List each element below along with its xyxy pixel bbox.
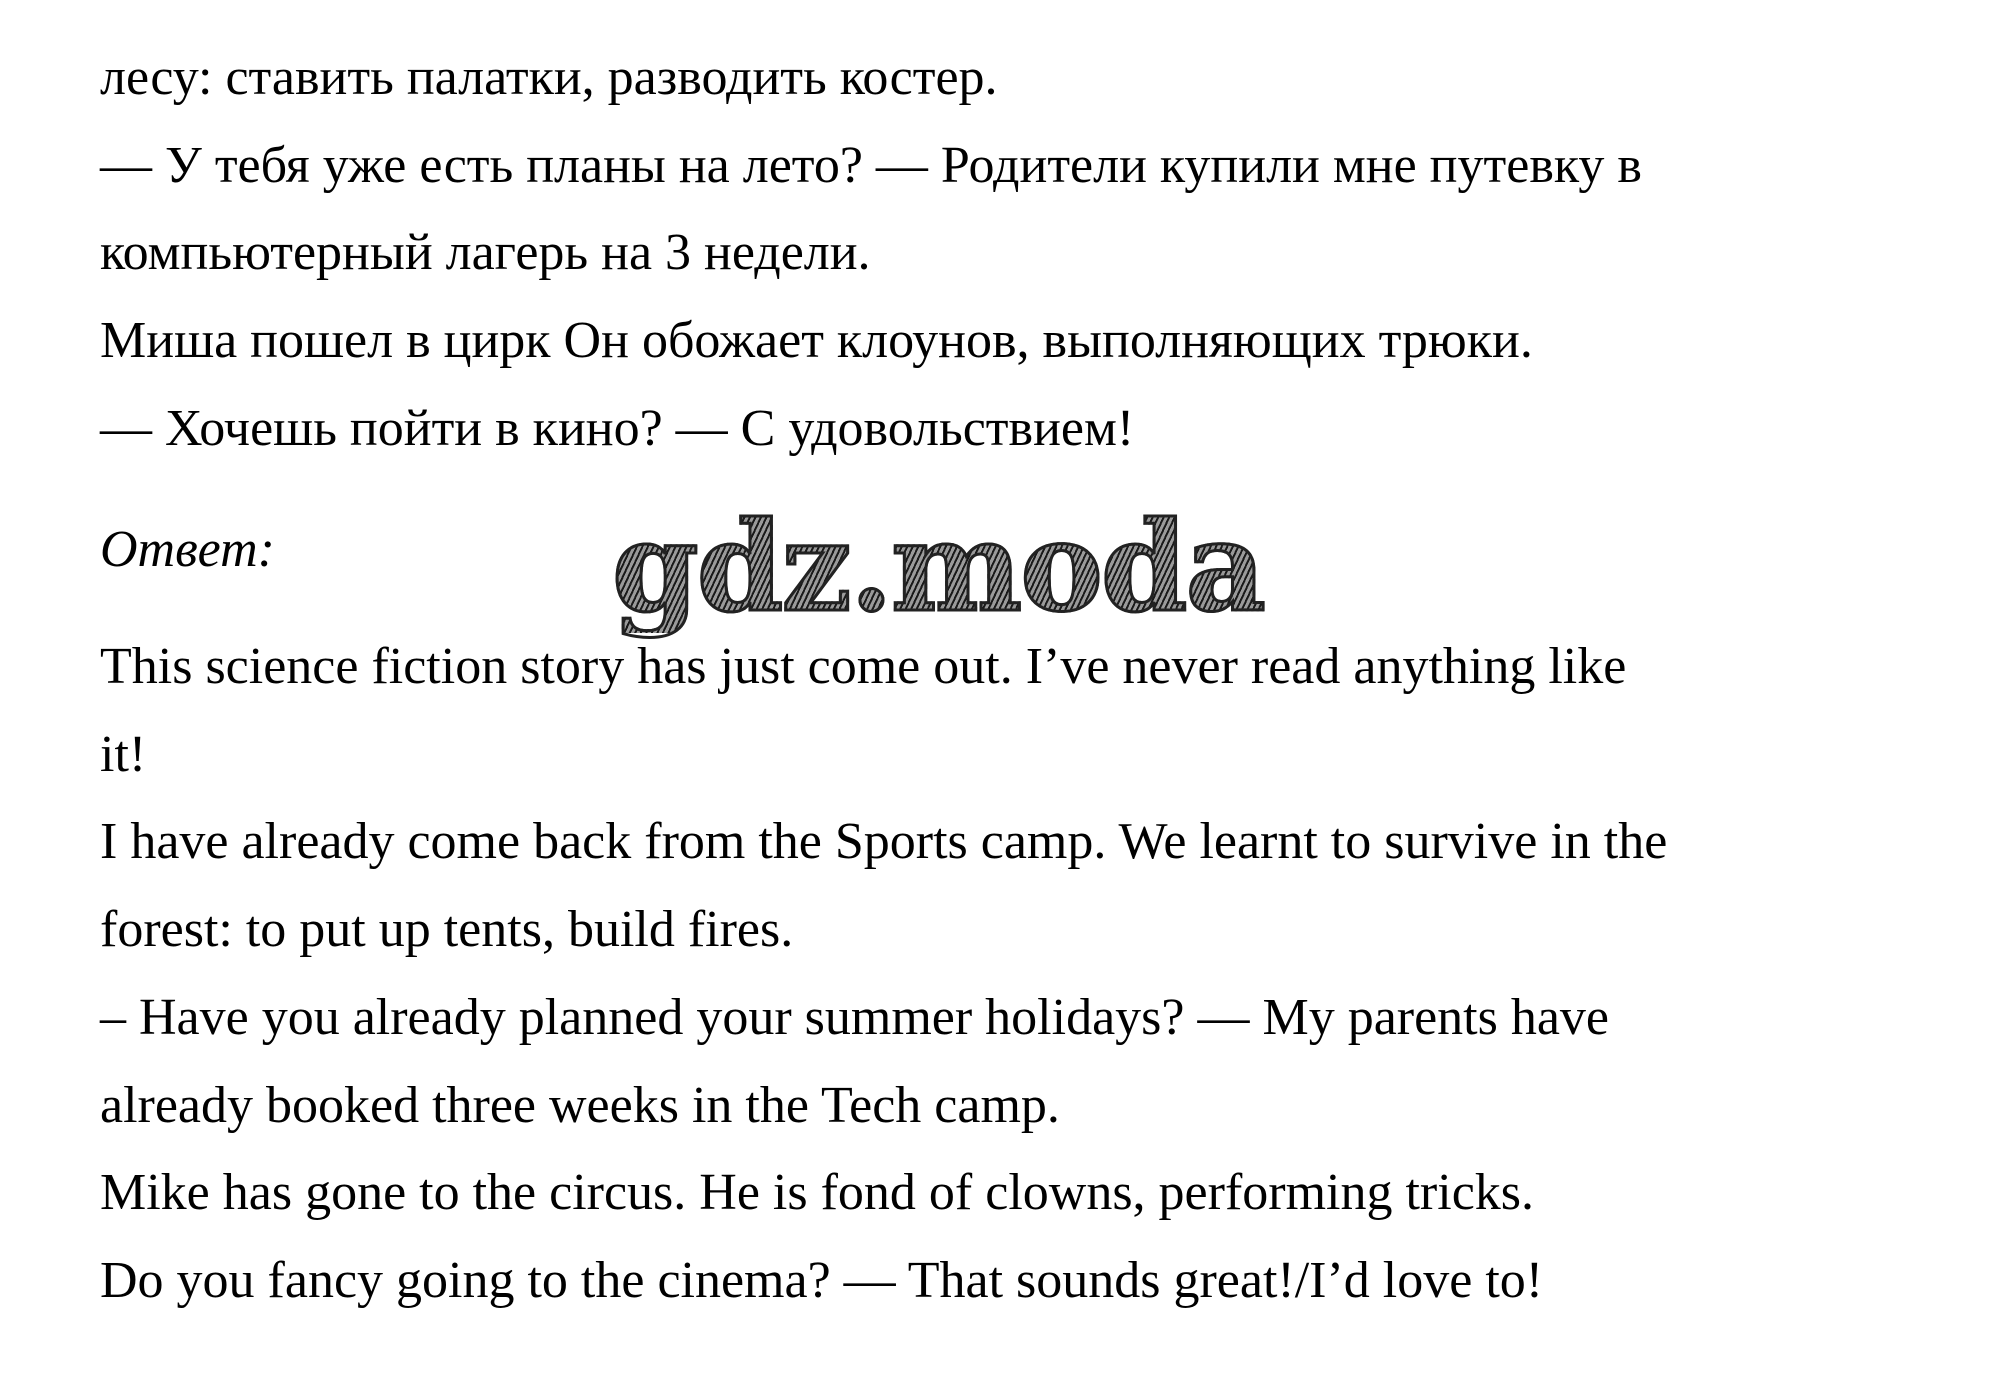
russian-line-5: — Хочешь пойти в кино? — С удовольствием! [100, 400, 1135, 457]
watermark-logo: gdz.moda [612, 495, 1264, 640]
english-line-5: – Have you already planned your summer holidays? — My parents have [100, 989, 1610, 1046]
russian-line-1: лесу: ставить палатки, разводить костер. [100, 49, 998, 106]
english-line-6: already booked three weeks in the Tech camp. [100, 1077, 1060, 1134]
russian-line-4: Миша пошел в цирк Он обожает клоунов, выполняющих трюки. [100, 312, 1533, 369]
english-line-8: Do you fancy going to the cinema? — That sounds great!/I’d love to! [100, 1252, 1544, 1309]
english-line-3: I have already come back from the Sports camp. We learnt to survive in the [100, 813, 1668, 870]
english-line-4: forest: to put up tents, build fires. [100, 901, 794, 958]
russian-line-3: компьютерный лагерь на 3 недели. [100, 224, 871, 281]
english-line-2: it! [100, 726, 147, 783]
english-line-1: This science fiction story has just come out. I’ve never read anything like [100, 638, 1627, 695]
answer-label: Ответ: [100, 521, 275, 578]
english-line-7: Mike has gone to the circus. He is fond of clowns, performing tricks. [100, 1164, 1535, 1221]
russian-line-2: — У тебя уже есть планы на лето? — Родители купили мне путевку в [100, 137, 1642, 194]
